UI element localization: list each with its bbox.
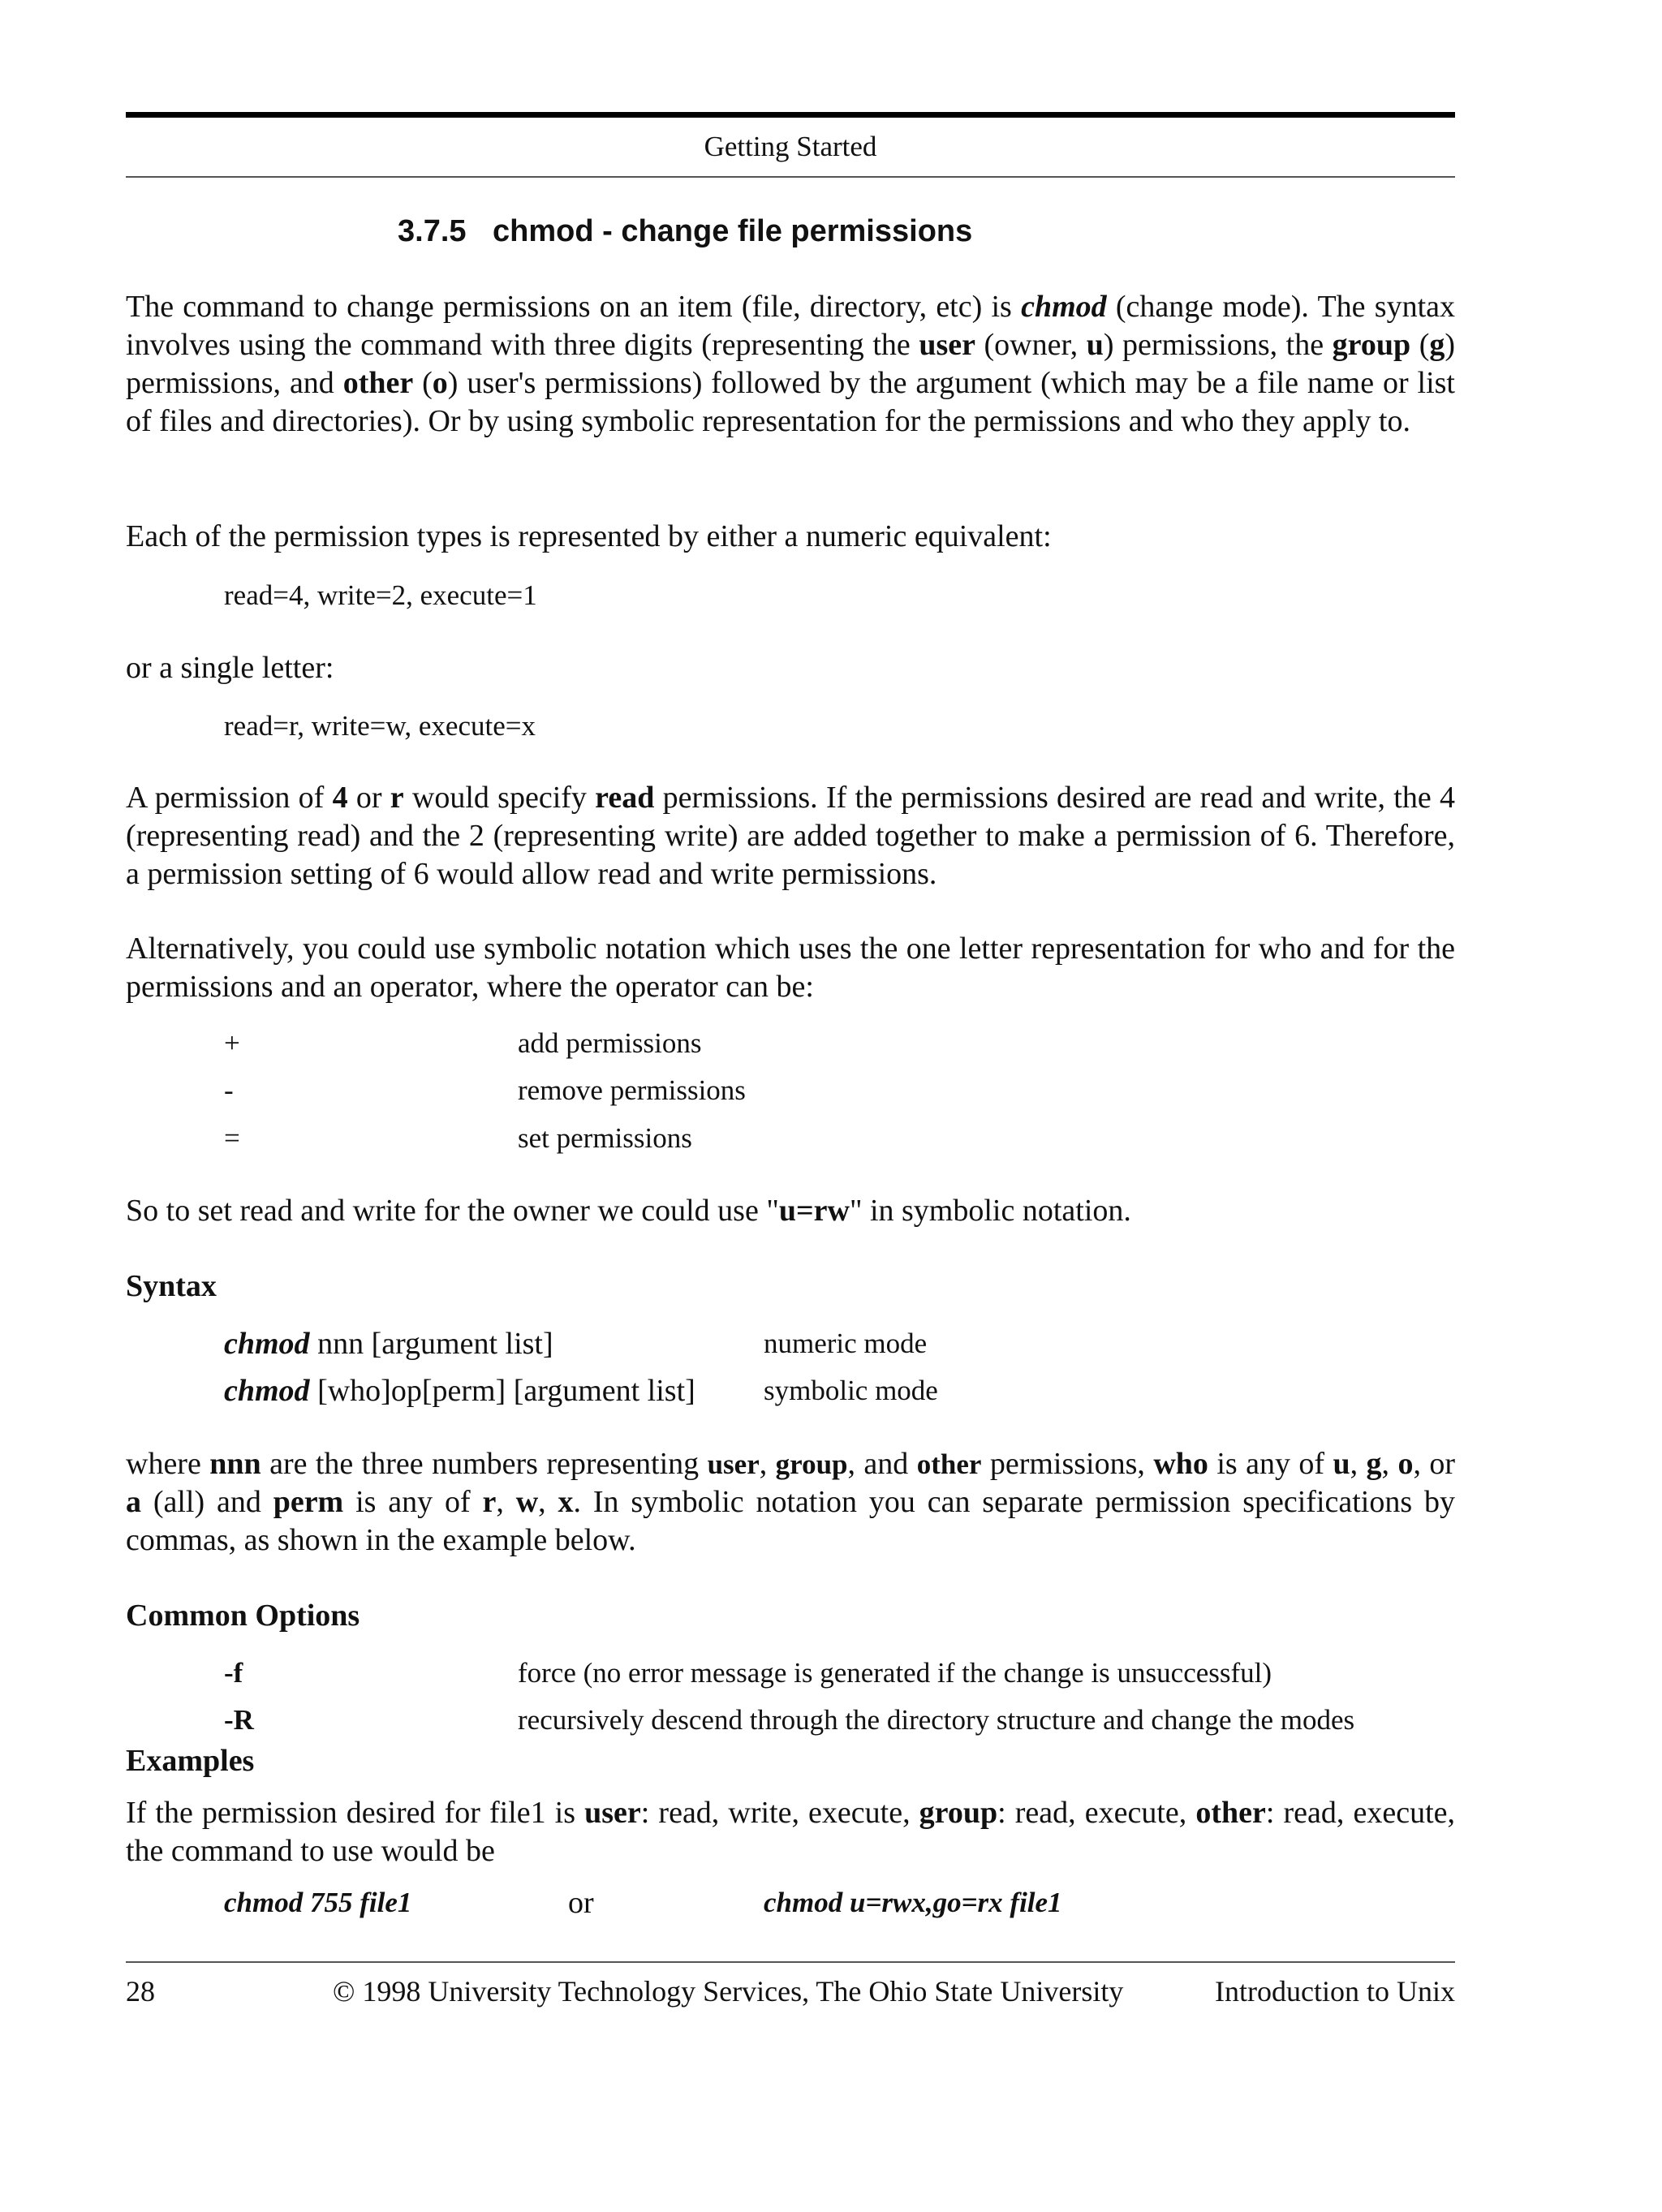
text: : read, execute, (997, 1796, 1196, 1830)
text: , (538, 1485, 558, 1519)
text: is any of (343, 1485, 483, 1519)
option-description: force (no error message is generated if the change is unsuccessful) (518, 1657, 1272, 1689)
text: , (1381, 1447, 1398, 1481)
header-rule-thin (126, 176, 1455, 178)
operator-symbol: + (224, 1027, 240, 1059)
header-rule-thick (126, 112, 1455, 118)
text: permissions, (981, 1447, 1154, 1481)
types-intro: Each of the permission types is represented by either a numeric equivalent: (126, 519, 1052, 553)
text: If the permission desired for file1 is (126, 1796, 585, 1830)
text: , and (847, 1447, 917, 1481)
operator-symbol: - (224, 1074, 234, 1106)
text: are the three numbers representing (260, 1447, 708, 1481)
running-header: Getting Started (704, 131, 877, 162)
combo-paragraph (126, 779, 1455, 893)
term-u: u (1333, 1447, 1350, 1481)
text: , (1350, 1447, 1367, 1481)
operator-description: remove permissions (518, 1074, 746, 1106)
term-group: group (919, 1796, 998, 1830)
term-who: who (1153, 1447, 1208, 1481)
text: : read, write, execute, (640, 1796, 919, 1830)
text: : read, execute, the command to use would be (126, 1796, 1456, 1868)
symbolic-intro: Alternatively, you could use symbolic notation which uses the one letter representation for who and for the permissions and an operator, where the operator can be: (126, 932, 1455, 1004)
term-nnn: nnn (209, 1447, 261, 1481)
term-user: user (584, 1796, 641, 1830)
operator-symbol: = (224, 1122, 240, 1154)
term-r: r (482, 1485, 497, 1519)
syntax-mode: symbolic mode (764, 1375, 938, 1406)
text: is any of (1208, 1447, 1333, 1481)
text: or (347, 781, 390, 815)
or-text: or (568, 1886, 594, 1920)
term-o: o (1397, 1447, 1414, 1481)
text: (all) and (141, 1485, 273, 1519)
term-a: a (126, 1485, 141, 1519)
operator-row (224, 1026, 702, 1061)
page-number: 28 (126, 1975, 155, 2008)
copyright: © 1998 University Technology Services, The Ohio State University (333, 1975, 1124, 2008)
option-flag: -R (224, 1704, 254, 1736)
section-title-text: chmod - change file permissions (493, 214, 973, 248)
term-g: g (1366, 1447, 1382, 1481)
term-g: g (1429, 328, 1445, 362)
examples-heading: Examples (126, 1744, 255, 1778)
term-o: o (432, 366, 448, 400)
command-name: chmod (224, 1327, 310, 1361)
text: A permission of (126, 781, 333, 815)
text: ( (1410, 328, 1430, 362)
book-title: Introduction to Unix (1215, 1975, 1455, 2008)
term-user: user (707, 1448, 760, 1480)
intro-paragraph (126, 288, 1455, 441)
syntax-row (224, 1326, 928, 1362)
examples-paragraph (126, 1794, 1455, 1870)
text: . In symbolic notation you can separate permission specifications by commas, as shown in the example below. (126, 1485, 1455, 1557)
section-number: 3.7.5 (398, 214, 467, 248)
term-read: read (595, 781, 655, 815)
letter-equivalent: read=r, write=w, execute=x (224, 710, 536, 742)
text: ) permissions, the (1103, 328, 1333, 362)
option-row (224, 1702, 1355, 1738)
term-4: 4 (332, 781, 348, 815)
text: , (759, 1447, 776, 1481)
operator-row (224, 1073, 746, 1108)
example-commands (224, 1885, 1062, 1921)
where-paragraph (126, 1445, 1455, 1560)
option-row (224, 1655, 1272, 1691)
term-user: user (919, 328, 975, 362)
text: where (126, 1447, 210, 1481)
text: permissions. If the permissions desired are read and write, the 4 (representing read) and the 2 (representing write) are added together to make a permission of 6. Therefore, a permission setting of 6 would allow read and write permissions. (126, 781, 1455, 891)
term-group: group (1332, 328, 1411, 362)
numeric-equivalent: read=4, write=2, execute=1 (224, 579, 537, 611)
text: So to set read and write for the owner we could use " (126, 1194, 779, 1228)
term-r: r (390, 781, 404, 815)
text: , (496, 1485, 516, 1519)
term-x: x (558, 1485, 574, 1519)
text: would specify (403, 781, 596, 815)
operator-row (224, 1121, 692, 1156)
letter-intro: or a single letter: (126, 651, 334, 685)
text: ) user's permissions) followed by the argument (which may be a file name or list of files and directories). Or by using symbolic representation for the permissions and who they apply to. (126, 366, 1455, 438)
syntax-args: nnn [argument list] (309, 1327, 553, 1361)
text: ( (413, 366, 433, 400)
term-other: other (1195, 1796, 1266, 1830)
operator-description: add permissions (518, 1027, 702, 1059)
syntax-row (224, 1373, 938, 1409)
owner-example (126, 1192, 1455, 1230)
syntax-mode: numeric mode (764, 1328, 928, 1359)
options-heading: Common Options (126, 1599, 360, 1633)
command-name: chmod (224, 1374, 310, 1408)
text: ) permissions, and (126, 328, 1455, 400)
example-command-symbolic: chmod u=rwx,go=rx file1 (764, 1887, 1062, 1918)
text: (change mode). The syntax involves using the command with three digits (representing the (126, 290, 1455, 362)
text: , or (1413, 1447, 1456, 1481)
text: The command to change permissions on an item (file, directory, etc) is (126, 290, 1022, 324)
syntax-heading: Syntax (126, 1269, 217, 1303)
term-other: other (916, 1448, 982, 1480)
option-flag: -f (224, 1657, 243, 1689)
syntax-args: [who]op[perm] [argument list] (309, 1374, 695, 1408)
command-name: chmod (1021, 290, 1107, 324)
example-command-numeric: chmod 755 file1 (224, 1887, 412, 1918)
term-w: w (515, 1485, 539, 1519)
term-u: u (1086, 328, 1104, 362)
operator-description: set permissions (518, 1122, 692, 1154)
term-other: other (342, 366, 414, 400)
option-description: recursively descend through the directory structure and change the modes (518, 1704, 1355, 1736)
term-perm: perm (273, 1485, 344, 1519)
term-group: group (775, 1448, 848, 1480)
footer-rule (126, 1961, 1455, 1963)
text: " in symbolic notation. (849, 1194, 1131, 1228)
section-title (398, 213, 972, 250)
text: (owner, (975, 328, 1087, 362)
inline-code: u=rw (778, 1194, 850, 1228)
